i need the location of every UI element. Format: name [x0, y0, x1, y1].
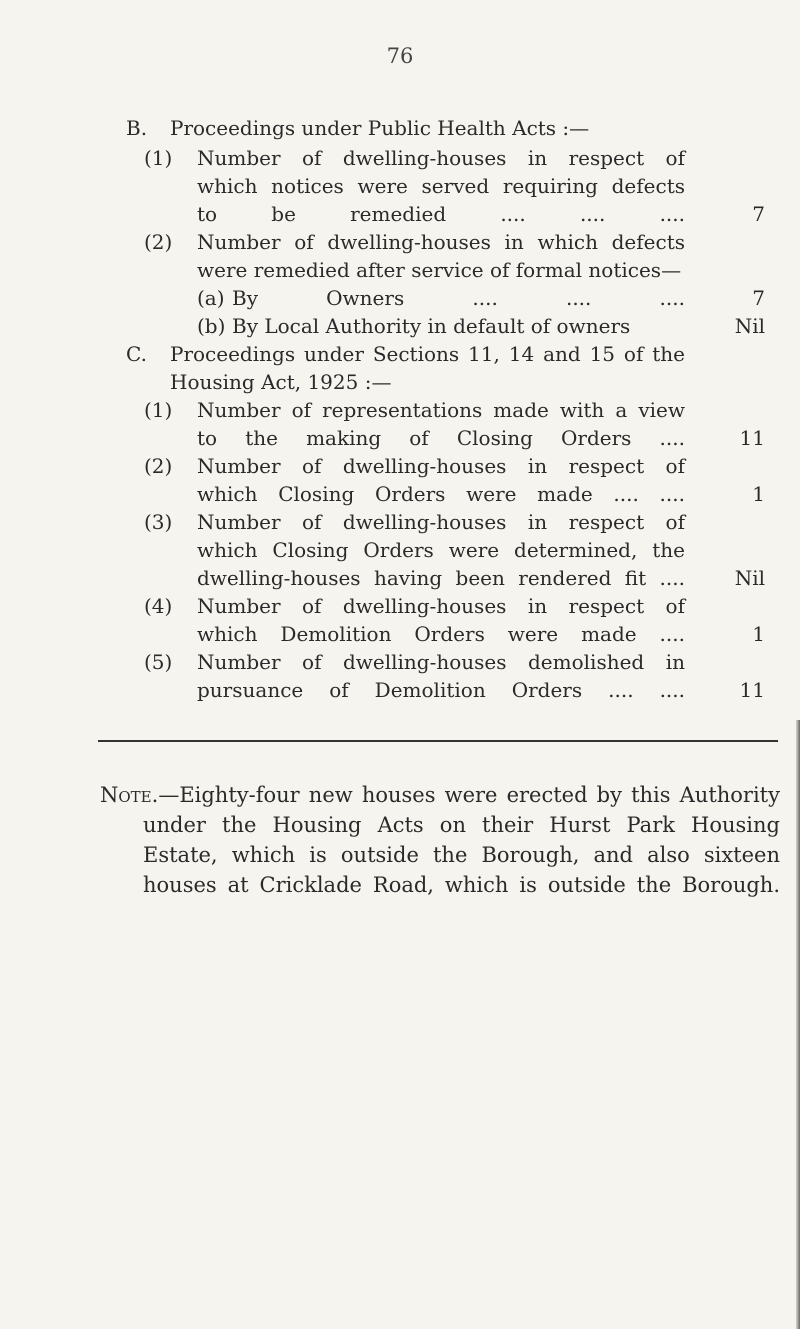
item-b1-line-2: which notices were served requiring defects [197, 174, 685, 198]
section-c-letter: C. [126, 342, 147, 366]
item-c3-value: Nil [734, 566, 765, 590]
item-c4-value: 1 [752, 622, 765, 646]
item-c1-line-2: to the making of Closing Orders .... [197, 426, 685, 450]
item-b2b-text: By Local Authority in default of owners [232, 314, 631, 338]
item-c1-number: (1) [144, 398, 173, 422]
item-c5-number: (5) [144, 650, 173, 674]
item-b2b-value: Nil [734, 314, 765, 338]
item-c4-line-1: Number of dwelling-houses in respect of [197, 594, 685, 618]
item-b1-number: (1) [144, 146, 173, 170]
item-b2-line-2: were remedied after service of formal notices— [197, 258, 682, 282]
item-c5-value: 11 [739, 678, 765, 702]
item-c1-value: 11 [739, 426, 765, 450]
item-c1-line-1: Number of representations made with a view [197, 398, 685, 422]
item-b2a-text: By Owners .... .... .... [232, 286, 685, 310]
item-c5-line-1: Number of dwelling-houses demolished in [197, 650, 685, 674]
item-c3-line-3: dwelling-houses having been rendered fit .... [197, 566, 685, 590]
item-b1-value: 7 [752, 202, 765, 226]
page-number: 76 [386, 44, 414, 68]
item-c2-value: 1 [752, 482, 765, 506]
item-c2-line-2: which Closing Orders were made .... .... [197, 482, 685, 506]
note-text-line-3: Estate, which is outside the Borough, and also sixteen [143, 843, 780, 867]
section-c-heading-line-1: Proceedings under Sections 11, 14 and 15 of the [170, 342, 685, 366]
note-label: Note. [100, 783, 159, 807]
item-c2-line-1: Number of dwelling-houses in respect of [197, 454, 685, 478]
section-b-heading: Proceedings under Public Health Acts :— [170, 116, 590, 140]
note-text-line-1: —Eighty-four new houses were erected by this Authority [158, 783, 780, 807]
item-b2-number: (2) [144, 230, 173, 254]
section-c-heading-line-2: Housing Act, 1925 :— [170, 370, 392, 394]
page-edge-shadow [796, 720, 800, 1329]
item-b2a-label: (a) [197, 286, 225, 310]
section-divider [98, 740, 778, 742]
section-b-letter: B. [126, 116, 148, 140]
item-b1-line-3-text: to be remedied .... .... .... [197, 202, 685, 226]
note-line-1 [100, 780, 780, 810]
item-c2-number: (2) [144, 454, 173, 478]
item-c4-number: (4) [144, 594, 173, 618]
note-text-line-4: houses at Cricklade Road, which is outside the Borough. [143, 873, 780, 897]
item-b1-line-1: Number of dwelling-houses in respect of [197, 146, 685, 170]
item-c5-line-2: pursuance of Demolition Orders .... .... [197, 678, 685, 702]
item-b2b-label: (b) [197, 314, 226, 338]
item-c4-line-2: which Demolition Orders were made .... [197, 622, 685, 646]
item-c3-line-1: Number of dwelling-houses in respect of [197, 510, 685, 534]
item-c3-line-2: which Closing Orders were determined, the [197, 538, 685, 562]
item-b1-line-3 [197, 200, 685, 228]
item-b2a-value: 7 [752, 286, 765, 310]
note-text-line-2: under the Housing Acts on their Hurst Park Housing [143, 813, 780, 837]
item-b2-line-1: Number of dwelling-houses in which defects [197, 230, 685, 254]
item-c3-number: (3) [144, 510, 173, 534]
